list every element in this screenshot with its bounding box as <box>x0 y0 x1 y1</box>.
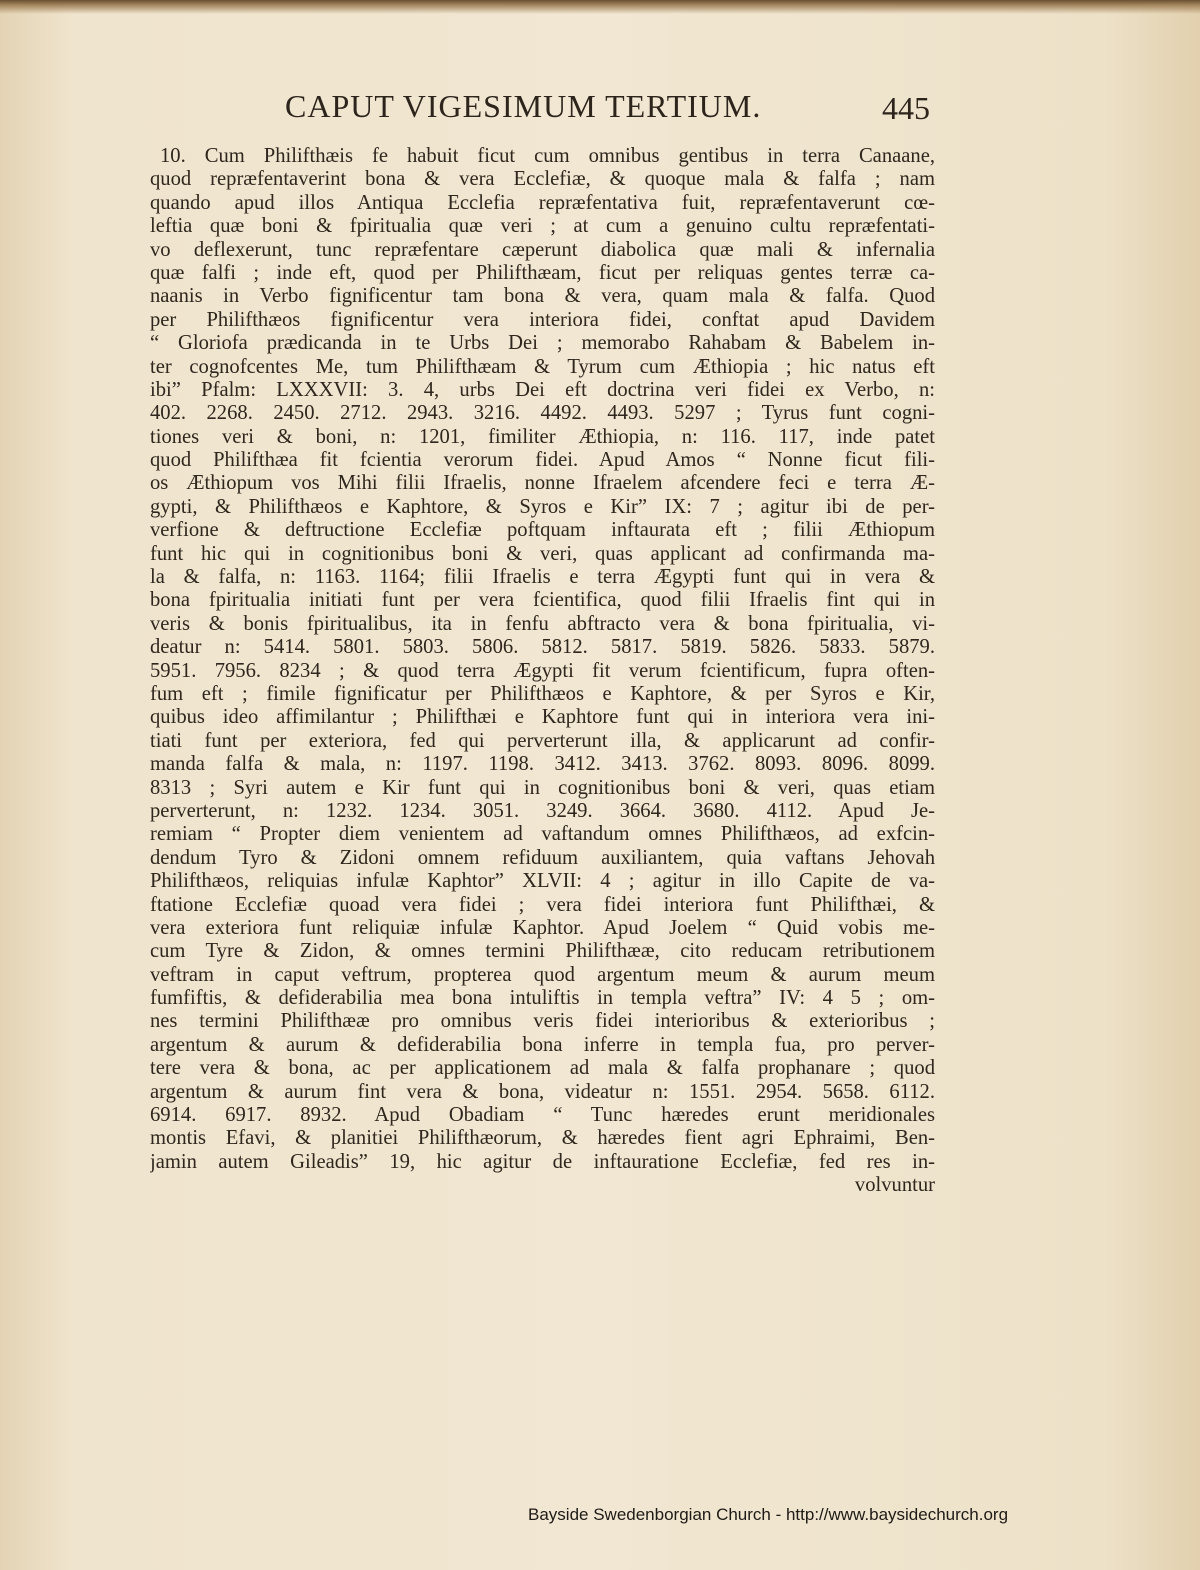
text-line: gypti, & Philifthæos e Kaphtore, & Syros e Kir” IX: 7 ; agitur ibi de per- <box>150 495 935 518</box>
footer-credit: Bayside Swedenborgian Church - http://www.baysidechurch.org <box>528 1505 1009 1524</box>
text-line: fum eft ; fimile fignificatur per Philifthæos e Kaphtore, & per Syros e Kir, <box>150 682 935 705</box>
text-line: quibus ideo affimilantur ; Philifthæi e Kaphtore funt qui in interiora vera ini- <box>150 706 935 729</box>
text-line: quod repræfentaverint bona & vera Ecclefiæ, & quoque mala & falfa ; nam <box>150 168 935 191</box>
text-line: ftatione Ecclefiæ quoad vera fidei ; vera fidei interiora funt Philifthæi, & <box>150 893 935 916</box>
text-line: 6914. 6917. 8932. Apud Obadiam “ Tunc hæredes erunt meridionales <box>150 1104 935 1127</box>
running-title: CAPUT VIGESIMUM TERTIUM. <box>285 88 762 124</box>
text-line: perverterunt, n: 1232. 1234. 3051. 3249. 3664. 3680. 4112. Apud Je- <box>150 799 935 822</box>
text-line: “ Gloriofa prædicanda in te Urbs Dei ; memorabo Rahabam & Babelem in- <box>150 332 935 355</box>
text-line: 10. Cum Philifthæis fe habuit ficut cum omnibus gentibus in terra Canaane, <box>160 145 935 167</box>
page-header <box>150 88 940 138</box>
text-line: argentum & aurum fint vera & bona, videatur n: 1551. 2954. 5658. 6112. <box>150 1080 935 1103</box>
text-line: funt hic qui in cognitionibus boni & veri, quas applicant ad confirmanda ma- <box>150 542 935 565</box>
text-line: quando apud illos Antiqua Ecclefia repræfentativa fuit, repræfentaverunt cœ- <box>150 191 935 214</box>
text-line: la & falfa, n: 1163. 1164; filii Ifraelis e terra Ægypti funt qui in vera & <box>150 566 935 589</box>
text-line: fumfiftis, & defiderabilia mea bona intuliftis in templa veftra” IV: 4 5 ; om- <box>150 987 935 1010</box>
text-line: naanis in Verbo fignificentur tam bona & vera, quam mala & falfa. Quod <box>150 285 935 308</box>
text-line: veris & bonis fpiritualibus, ita in fenfu abftracto vera & bona fpiritualia, vi- <box>150 612 935 635</box>
text-line: verfione & deftructione Ecclefiæ poftquam inftaurata eft ; filii Æthiopum <box>150 519 935 542</box>
text-line: argentum & aurum & defiderabilia bona inferre in templa fua, pro perver- <box>150 1033 935 1056</box>
text-line: manda falfa & mala, n: 1197. 1198. 3412. 3413. 3762. 8093. 8096. 8099. <box>150 753 935 776</box>
page-number: 445 <box>882 90 930 126</box>
text-line: ibi” Pfalm: LXXXVII: 3. 4, urbs Dei eft doctrina veri fidei ex Verbo, n: <box>150 378 935 401</box>
text-line: tiati funt per exteriora, fed qui perverterunt illa, & applicarunt ad confir- <box>150 729 935 752</box>
text-line: 5951. 7956. 8234 ; & quod terra Ægypti fit verum fcientificum, fupra often- <box>150 659 935 682</box>
text-line: remiam “ Propter diem venientem ad vaftandum omnes Philifthæos, ad exfcin- <box>150 823 935 846</box>
text-line: 8313 ; Syri autem e Kir funt qui in cognitionibus boni & veri, quas etiam <box>150 776 935 799</box>
text-line: vera exteriora funt reliquiæ infulæ Kaphtor. Apud Joelem “ Quid vobis me- <box>150 916 935 939</box>
text-line: montis Efavi, & planitiei Philifthæorum, & hæredes fient agri Ephraimi, Ben- <box>150 1127 935 1150</box>
text-line: Philifthæos, reliquias infulæ Kaphtor” XLVII: 4 ; agitur in illo Capite de va- <box>150 870 935 893</box>
text-line: dendum Tyro & Zidoni omnem refiduum auxiliantem, quia vaftans Jehovah <box>150 846 935 869</box>
text-line: cum Tyre & Zidon, & omnes termini Philifthææ, cito reducam retributionem <box>150 940 935 963</box>
text-line: vo deflexerunt, tunc repræfentare cæperunt diabolica quæ mali & infernalia <box>150 238 935 261</box>
text-line: ter cognofcentes Me, tum Philifthæam & Tyrum cum Æthiopia ; hic natus eft <box>150 355 935 378</box>
catchword: volvuntur <box>854 1174 935 1197</box>
text-line: 402. 2268. 2450. 2712. 2943. 3216. 4492. 4493. 5297 ; Tyrus funt cogni- <box>150 402 935 425</box>
text-line: leftia quæ boni & fpiritualia quæ veri ; at cum a genuino cultu repræfentati- <box>150 215 935 238</box>
text-line: per Philifthæos fignificentur vera interiora fidei, conftat apud Davidem <box>150 308 935 331</box>
text-line: jamin autem Gileadis” 19, hic agitur de inftauratione Ecclefiæ, fed res in- <box>150 1150 935 1173</box>
text-line: veftram in caput veftrum, propterea quod argentum meum & aurum meum <box>150 963 935 986</box>
body-text <box>150 145 935 1198</box>
text-line: os Æthiopum vos Mihi filii Ifraelis, nonne Ifraelem afcendere feci e terra Æ- <box>150 472 935 495</box>
text-line: quod Philifthæa fit fcientia verorum fidei. Apud Amos “ Nonne ficut fili- <box>150 449 935 472</box>
text-line: tere vera & bona, ac per applicationem ad mala & falfa prophanare ; quod <box>150 1057 935 1080</box>
text-line: deatur n: 5414. 5801. 5803. 5806. 5812. 5817. 5819. 5826. 5833. 5879. <box>150 636 935 659</box>
text-line: nes termini Philifthææ pro omnibus veris fidei interioribus & exterioribus ; <box>150 1010 935 1033</box>
text-line: tiones veri & boni, n: 1201, fimiliter Æthiopia, n: 116. 117, inde patet <box>150 425 935 448</box>
text-line: quæ falfi ; inde eft, quod per Philifthæam, ficut per reliquas gentes terræ ca- <box>150 261 935 284</box>
page-edge-shadow <box>0 0 1200 14</box>
text-line: bona fpiritualia initiati funt per vera fcientifica, quod filii Ifraelis fint qui in <box>150 589 935 612</box>
